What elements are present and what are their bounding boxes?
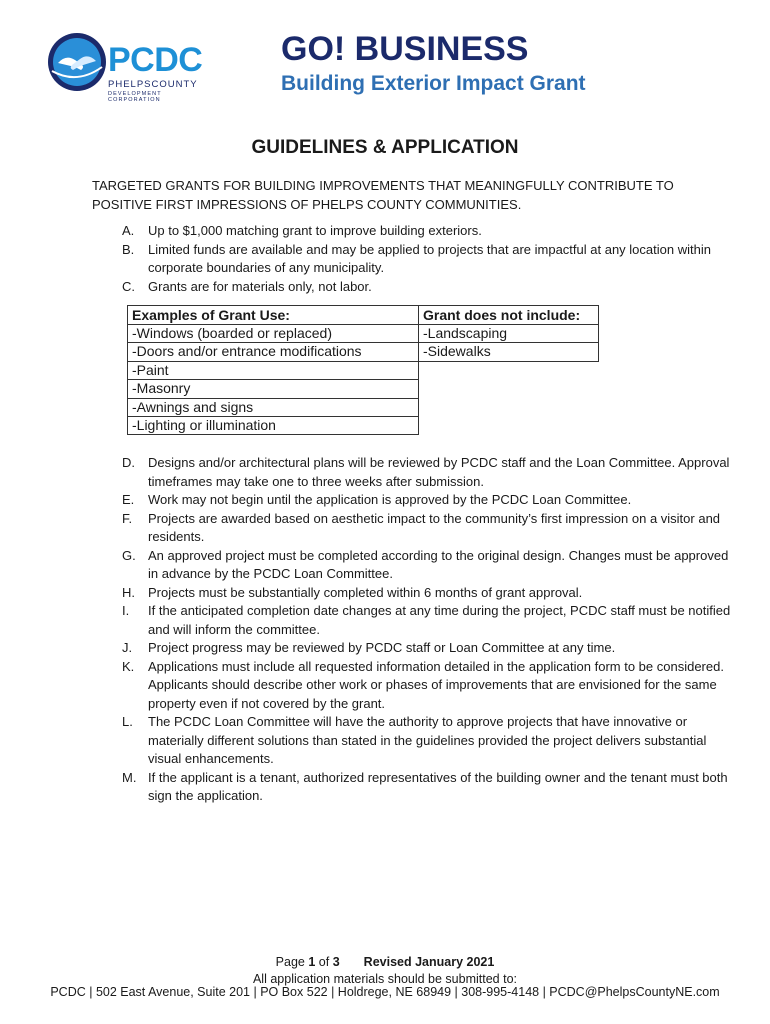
list-letter: J.: [122, 640, 133, 655]
list-text: Limited funds are available and may be applied to projects that are impactful at any location within corporate boundaries of any municipality.: [148, 241, 711, 275]
list-item: [122, 639, 732, 658]
section-heading: GUIDELINES & APPLICATION: [251, 137, 519, 158]
logo-subtitle-2: DEVELOPMENT CORPORATION: [108, 91, 162, 103]
guidelines-list-2: [122, 454, 732, 806]
table-header-uses: Examples of Grant Use:: [128, 306, 419, 325]
list-item: [122, 658, 732, 714]
list-item: [122, 241, 732, 278]
table-row: [128, 343, 599, 361]
list-text: The PCDC Loan Committee will have the authority to approve projects that have innovative or materially different solutions than stated in the guidelines provided the project delivers substantial visual enhancements.: [148, 714, 707, 766]
pcdc-logo: [46, 31, 216, 111]
list-text: Grants are for materials only, not labor.: [148, 278, 372, 294]
page-total: 3: [332, 955, 340, 969]
list-letter: F.: [122, 510, 133, 526]
list-letter: H.: [122, 584, 135, 600]
contact-address: PCDC | 502 East Avenue, Suite 201 | PO Box 522 | Holdrege, NE 68949 | 308-995-4148 | PCDC@PhelpsCountyNE.com: [50, 985, 720, 999]
list-text: Designs and/or architectural plans will be reviewed by PCDC staff and the Loan Committee. Approval timeframes may take one to three weeks after submission.: [148, 455, 730, 489]
list-text: If the applicant is a tenant, authorized representatives of the building owner and the tenant must both sign the application.: [148, 769, 728, 803]
table-cell: -Sidewalks: [419, 343, 599, 361]
page-indicator: [0, 955, 770, 969]
guidelines-list-1: [122, 222, 732, 296]
handshake-globe-icon: [46, 31, 108, 93]
table-row: [128, 380, 599, 398]
list-item: [122, 491, 732, 510]
table-cell-empty: [419, 417, 599, 435]
submit-note: All application materials should be submitted to:: [252, 972, 518, 986]
list-letter: M.: [122, 769, 137, 785]
list-letter: L.: [122, 714, 133, 729]
list-letter: K.: [122, 658, 135, 674]
list-text: Project progress may be reviewed by PCDC staff or Loan Committee at any time.: [148, 640, 616, 655]
table-cell-empty: [419, 380, 599, 398]
table-row: [128, 398, 599, 416]
page-of: of: [318, 955, 330, 969]
table-cell: -Doors and/or entrance modifications: [128, 343, 419, 361]
table-row: [128, 325, 599, 343]
list-text: An approved project must be completed according to the original design. Changes must be approved in advance by the PCDC Loan Committee.: [148, 547, 729, 581]
table-row: [128, 417, 599, 435]
table-row: [128, 361, 599, 379]
table-cell-empty: [419, 398, 599, 416]
list-letter: A.: [122, 223, 135, 238]
intro-text: TARGETED GRANTS FOR BUILDING IMPROVEMENTS THAT MEANINGFULLY CONTRIBUTE TO POSITIVE FIRST IMPRESSIONS OF PHELPS COUNTY COMMUNITIES.: [92, 178, 674, 212]
page-subtitle: Building Exterior Impact Grant: [281, 72, 586, 95]
list-text: Up to $1,000 matching grant to improve building exteriors.: [148, 223, 482, 238]
list-text: Projects must be substantially completed within 6 months of grant approval.: [148, 584, 583, 600]
list-text: Projects are awarded based on aesthetic impact to the community’s first impression on a visitor and residents.: [148, 510, 721, 544]
table-cell: -Paint: [128, 361, 419, 379]
list-text: If the anticipated completion date changes at any time during the project, PCDC staff must be notified and will inform the committee.: [148, 603, 731, 637]
list-letter: C.: [122, 278, 135, 294]
list-item: [122, 602, 732, 639]
logo-wordmark: PCDC: [108, 41, 203, 79]
table-cell: -Landscaping: [419, 325, 599, 343]
list-item: [122, 584, 732, 603]
list-item: [122, 547, 732, 584]
table-header-excluded: Grant does not include:: [419, 306, 599, 325]
list-item: [122, 278, 732, 297]
list-letter: I.: [122, 603, 130, 618]
table-cell: -Masonry: [128, 380, 419, 398]
table-cell: -Windows (boarded or replaced): [128, 325, 419, 343]
revised-date: Revised January 2021: [363, 955, 495, 969]
list-item: [122, 713, 732, 769]
list-letter: B.: [122, 241, 135, 257]
table-cell: -Awnings and signs: [128, 398, 419, 416]
list-letter: G.: [122, 547, 136, 563]
page-prefix: Page: [275, 955, 305, 969]
list-item: [122, 222, 732, 241]
logo-subtitle: PHELPSCOUNTY: [108, 79, 198, 90]
list-item: [122, 454, 732, 491]
list-item: [122, 769, 732, 806]
table-cell: -Lighting or illumination: [128, 417, 419, 435]
list-text: Applications must include all requested information detailed in the application form to be considered. Applicants should describe other work or phases of improvements that are envisioned for the same property even if not covered by the grant.: [148, 658, 724, 711]
page-title: GO! BUSINESS: [281, 30, 529, 68]
list-item: [122, 510, 732, 547]
grant-use-table: [127, 305, 599, 435]
list-text: Work may not begin until the application is approved by the PCDC Loan Committee.: [148, 492, 632, 507]
table-cell-empty: [419, 361, 599, 379]
list-letter: D.: [122, 455, 135, 470]
list-letter: E.: [122, 492, 135, 507]
page-number: 1: [308, 955, 316, 969]
